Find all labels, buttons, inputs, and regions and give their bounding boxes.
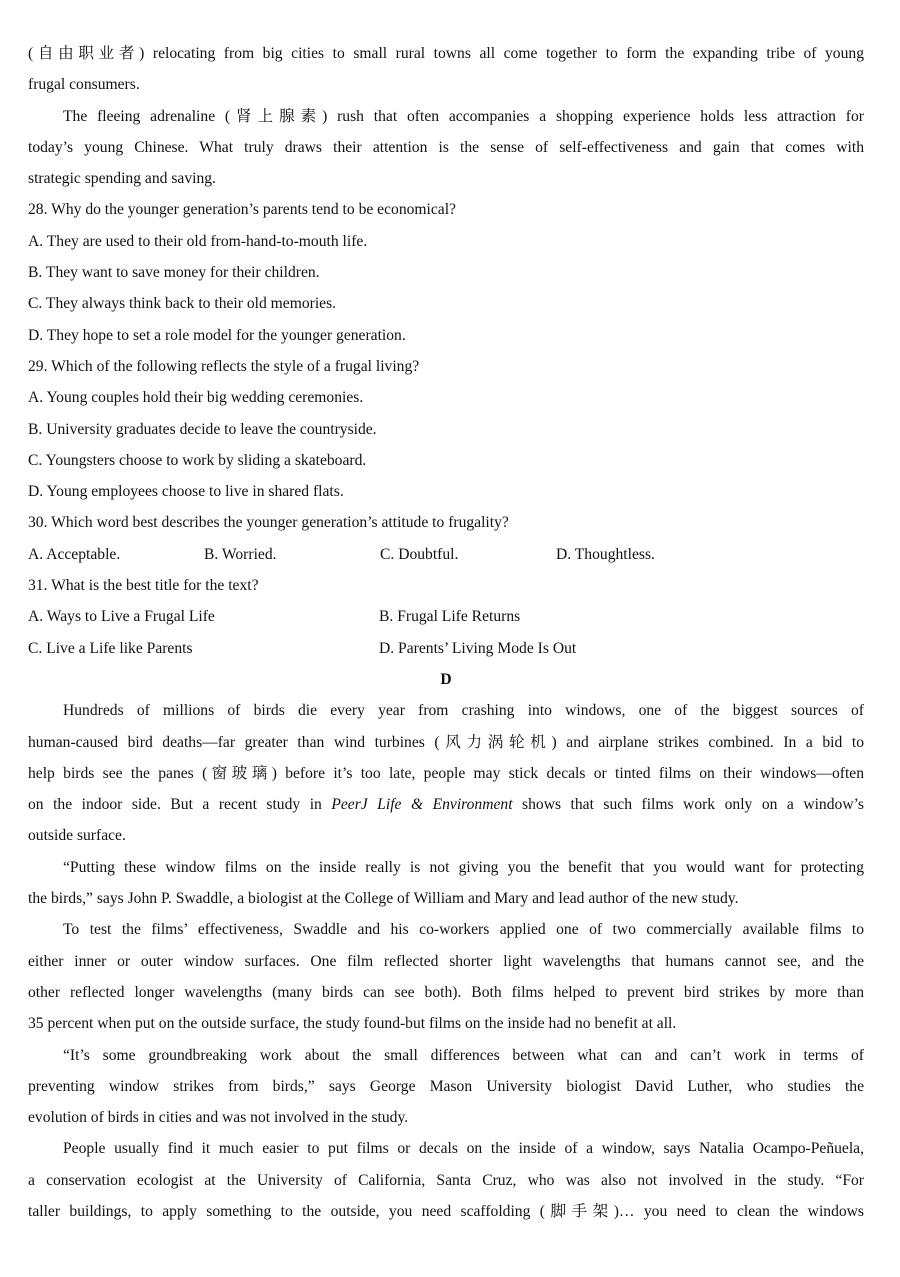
question-31 bbox=[28, 570, 864, 664]
option-a: A. Young couples hold their big wedding ceremonies. bbox=[28, 389, 364, 407]
text-line: strategic spending and saving. bbox=[28, 170, 216, 188]
question-stem: 30. Which word best describes the younger generation’s attitude to frugality? bbox=[28, 514, 509, 532]
question-29 bbox=[28, 351, 864, 507]
text-line: (自由职业者) relocating from big cities to small rural towns all come together to form the expanding tribe of young bbox=[28, 45, 864, 62]
option-a: A. Ways to Live a Frugal Life bbox=[28, 608, 215, 626]
text-line: outside surface. bbox=[28, 827, 126, 845]
text-line: “Putting these window films on the inside really is not giving you the benefit that you would want for protecting bbox=[63, 858, 864, 876]
text-line: the birds,” says John P. Swaddle, a biologist at the College of William and Mary and lead author of the new study. bbox=[28, 890, 739, 908]
options-row bbox=[28, 633, 864, 664]
text-line: today’s young Chinese. What truly draws their attention is the sense of self-effectiveness and gain that comes with bbox=[28, 138, 864, 156]
option-b: B. Worried. bbox=[204, 545, 277, 563]
journal-name: PeerJ Life & Environment bbox=[331, 796, 513, 814]
text-line: frugal consumers. bbox=[28, 76, 140, 94]
option-a: A. They are used to their old from-hand-to-mouth life. bbox=[28, 232, 368, 250]
option-c: C. Live a Life like Parents bbox=[28, 639, 193, 657]
passage-heading: D bbox=[440, 670, 452, 688]
exam-page bbox=[28, 38, 864, 1227]
options-row bbox=[28, 601, 864, 632]
question-stem: 31. What is the best title for the text? bbox=[28, 577, 259, 595]
option-b: B. They want to save money for their children. bbox=[28, 264, 320, 282]
passage-d-paragraph-4 bbox=[28, 1040, 864, 1134]
question-30 bbox=[28, 507, 864, 570]
option-b: B. Frugal Life Returns bbox=[379, 608, 521, 626]
option-a: A. Acceptable. bbox=[28, 545, 121, 563]
text-line: “It’s some groundbreaking work about the small differences between what can and can’t work in terms of bbox=[63, 1046, 864, 1064]
passage-d-paragraph-5 bbox=[28, 1133, 864, 1227]
text-line: evolution of birds in cities and was not involved in the study. bbox=[28, 1109, 409, 1127]
option-d: D. Thoughtless. bbox=[556, 545, 655, 563]
option-c: C. They always think back to their old memories. bbox=[28, 295, 337, 313]
question-stem: 29. Which of the following reflects the style of a frugal living? bbox=[28, 357, 420, 375]
passage-c-paragraph-tail bbox=[28, 38, 864, 101]
question-stem: 28. Why do the younger generation’s parents tend to be economical? bbox=[28, 201, 456, 219]
text-line: either inner or outer window surfaces. One film reflected shorter light wavelengths that humans cannot see, and the bbox=[28, 952, 864, 970]
option-c: C. Youngsters choose to work by sliding a skateboard. bbox=[28, 451, 367, 469]
text-line: a conservation ecologist at the University of California, Santa Cruz, who was also not involved in the study. “For bbox=[28, 1171, 864, 1189]
passage-d-paragraph-2 bbox=[28, 852, 864, 915]
question-28 bbox=[28, 194, 864, 350]
text-line: People usually find it much easier to put films or decals on the inside of a window, says Natalia Ocampo-Peñuela, bbox=[63, 1140, 864, 1158]
text-segment: on the indoor side. But a recent study in bbox=[28, 796, 332, 814]
text-segment: shows that such films work only on a window’s bbox=[512, 796, 864, 814]
passage-d-paragraph-1 bbox=[28, 695, 864, 851]
text-line: Hundreds of millions of birds die every year from crashing into windows, one of the biggest sources of bbox=[63, 702, 864, 720]
option-d: D. Parents’ Living Mode Is Out bbox=[379, 639, 577, 657]
text-line: The fleeing adrenaline (肾上腺素) rush that often accompanies a shopping experience holds less attraction for bbox=[63, 107, 864, 125]
option-b: B. University graduates decide to leave the countryside. bbox=[28, 420, 377, 438]
passage-d-paragraph-3 bbox=[28, 914, 864, 1039]
text-line: 35 percent when put on the outside surface, the study found-but films on the inside had no benefit at all. bbox=[28, 1015, 677, 1033]
text-line: human-caused bird deaths—far greater than wind turbines (风力涡轮机) and airplane strikes combined. In a bid to bbox=[28, 733, 864, 751]
option-c: C. Doubtful. bbox=[380, 545, 459, 563]
text-line: other reflected longer wavelengths (many birds can see both). Both films helped to prevent bird strikes by more than bbox=[28, 983, 864, 1001]
option-d: D. They hope to set a role model for the younger generation. bbox=[28, 326, 406, 344]
option-d: D. Young employees choose to live in shared flats. bbox=[28, 483, 344, 501]
text-line: taller buildings, to apply something to the outside, you need scaffolding (脚手架)… you need to clean the windows bbox=[28, 1202, 864, 1220]
text-line: preventing window strikes from birds,” says George Mason University biologist David Luther, who studies the bbox=[28, 1077, 864, 1095]
options-row bbox=[28, 539, 864, 570]
text-line bbox=[28, 789, 864, 820]
passage-c-paragraph-2 bbox=[28, 101, 864, 195]
text-line: help birds see the panes (窗玻璃) before it’s too late, people may stick decals or tinted films on their windows—often bbox=[28, 764, 864, 782]
text-line: To test the films’ effectiveness, Swaddle and his co-workers applied one of two commercially available films to bbox=[63, 921, 864, 939]
